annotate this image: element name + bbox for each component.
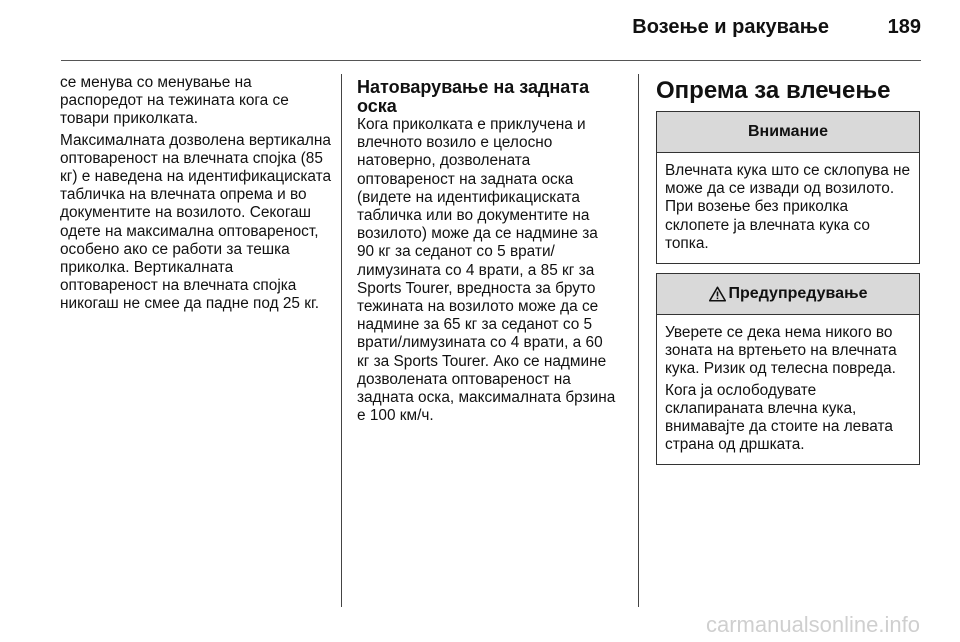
warning-header <box>657 274 919 315</box>
page-number: 189 <box>887 16 921 38</box>
chapter-title: Возење и ракување <box>632 16 829 38</box>
column-left <box>60 74 332 314</box>
section-subheading: Натоварување на задната оска <box>357 77 590 116</box>
notice-text: Влечната кука што се склопува не може да се извади од возилото. При возење без приколка склопете ја влечната кука со топка. <box>665 162 911 252</box>
footer-watermark: carmanualsonline.info <box>705 612 920 637</box>
column-divider-1 <box>341 74 342 607</box>
warning-title: Предупредување <box>728 285 868 303</box>
paragraph: Максималната дозволена вертикална оптовареност на влечната спојка (85 кг) е наведена на идентификациската табличка на влечната опрема и во документите на возилото. Секогаш одете на максимална оптовареност, особено ако се работи за тешка приколка. Вертикалната оптовареност на влечната спојка никогаш не смее да падне под 25 кг. <box>60 131 332 313</box>
column-divider-2 <box>638 74 639 607</box>
column-middle <box>357 74 619 425</box>
notice-header <box>657 112 919 153</box>
warning-triangle-icon <box>709 286 726 302</box>
notice-body <box>657 153 919 263</box>
warning-text: Кога ја ослободувате склапираната влечна кука, внимавајте да стоите на левата страна од дршката. <box>665 381 893 454</box>
warning-body <box>657 315 919 464</box>
warning-box <box>656 273 920 465</box>
section-heading: Опрема за влечење <box>656 77 891 104</box>
notice-box <box>656 111 920 264</box>
column-right <box>656 74 920 465</box>
notice-title: Внимание <box>748 123 828 140</box>
paragraph: Кога приколката е приклучена и влечното возило е целосно натоверно, дозволената оптовареност на задната оска (видете на идентификациската табличка или во документите на возилото) може да се надмине за 90 кг за седанот со 5 врати/ лимузината со 4 врати, а 85 кг за Sports Tourer, вредноста за бруто тежината на возилото може да се надмине за 65 кг за седанот со 5 врати/лимузината со 4 врати, а 60 кг за Sports Tourer. Ако се надмине дозволената оптовареност на задната оска, максималната брзина е 100 км/ч. <box>357 116 616 425</box>
paragraph: се менува со менување на распоредот на тежината кога се товари приколката. <box>60 74 289 128</box>
warning-text: Уверете се дека нема никого во зоната на вртењето на влечната кука. Ризик од телесна повреда. <box>665 324 897 378</box>
page-header <box>61 16 921 61</box>
